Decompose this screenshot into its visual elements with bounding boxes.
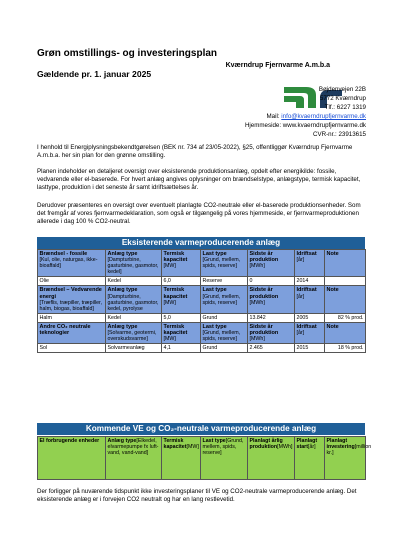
table-cell: 0 (248, 277, 295, 286)
header-cell (325, 322, 366, 343)
header-subtitle: [MWh] (249, 263, 265, 270)
header-cell (248, 250, 295, 277)
header-title: Last type (202, 251, 227, 257)
overview-paragraph: Derudover præsenteres en oversigt over eventuelt planlagte CO2-neutrale eller el-baserede produktionsenheder. Som det fremgår af vores fjernvarmedeklaration, som også er tilgængelig på vores hjemmeside, er fjernvarmeproduktionen allerede i dag 100 % CO2-neutral. (37, 202, 361, 226)
table-cell: Grund (201, 313, 248, 322)
header-cell (162, 286, 201, 313)
header-cell (201, 286, 248, 313)
header-title: Sidste år produktion (249, 287, 279, 300)
header-title: Anlæg type (107, 287, 138, 294)
table-cell: Sol (38, 344, 106, 353)
header-cell (248, 322, 295, 343)
header-cell (295, 322, 325, 343)
header-subtitle: [Grund, mellem, spids, reserve] (202, 330, 241, 343)
upcoming-plants-banner: Kommende VE og CO₂-neutrale varmeproducerende anlæg (37, 423, 365, 435)
header-cell (38, 322, 106, 343)
header-title: Planlagt start (296, 438, 318, 451)
intro-paragraph: I henhold til Energiplysningsbekendtgørelsen (BEK nr. 734 af 23/05-2022), §25, offentliggør Kværndrup Fjernvarme A.m.b.a. her sin plan for den grønne omstilling. (37, 144, 353, 160)
header-title: Termisk kapacitet (163, 438, 187, 451)
header-subtitle: [MWh] (277, 444, 293, 451)
header-title: Anlæg type (107, 251, 138, 257)
header-subtitle: [MW] (186, 444, 199, 451)
header-row (38, 250, 366, 277)
header-cell (248, 437, 295, 480)
existing-plants-table (37, 249, 366, 353)
header-cell (325, 437, 372, 480)
header-title: Sidste år produktion (249, 251, 279, 264)
header-cell (325, 250, 366, 277)
table-cell: Kedel (106, 277, 162, 286)
upcoming-plants-table (37, 436, 372, 480)
header-cell (162, 250, 201, 277)
header-subtitle: [Solvarme, geotermi, overskudsvarme] (107, 330, 157, 343)
header-cell (201, 437, 248, 480)
table-cell: Kedel (106, 313, 162, 322)
table-cell: 6,0 (162, 277, 201, 286)
header-subtitle: [år] (296, 293, 305, 300)
header-subtitle: [Grund, mellem, spids, reserve] (202, 438, 244, 457)
header-row (38, 286, 366, 313)
table-cell: 2015 (295, 344, 325, 353)
header-title: Idriftsat (296, 287, 317, 294)
header-title: Last type (202, 438, 226, 444)
table-row (38, 277, 366, 286)
header-title: Anlæg type (107, 323, 138, 330)
header-title: Brændsel – Vedvarende energi (39, 287, 102, 300)
header-subtitle: [Elkedel, elvarmepumpe fx luft-vand, vand-vand] (107, 438, 159, 457)
header-title: Idriftsat (296, 251, 317, 257)
header-subtitle: [Kul, olie, naturgas, ikke-bioaffald] (39, 257, 98, 270)
plan-paragraph: Planen indeholder en detaljeret oversigt over eksisterende produktionsanlæg, opdelt efter energikilde: fossile, vedvarende eller el-baserede. For hvert anlæg angives oplysninger om brændselstype, anlægstype, termisk kapacitet, lasttype, produktion i det seneste år samt idriftsættelses år. (37, 168, 361, 192)
header-cell (106, 250, 162, 277)
header-title: Andre CO₂ neutrale teknologier (39, 323, 91, 337)
header-cell (106, 286, 162, 313)
header-title: Note (326, 287, 339, 294)
header-title: Last type (202, 287, 227, 294)
header-cell (106, 437, 162, 480)
company-cvr: CVR-nr.: 23913615 (313, 131, 366, 138)
table-cell: Halm (38, 313, 106, 322)
header-title: Termisk kapacitet (163, 323, 188, 337)
header-subtitle: [år] (296, 257, 305, 264)
header-cell (201, 322, 248, 343)
header-cell (162, 437, 201, 480)
header-subtitle: [million kr.] (326, 444, 372, 457)
page-subtitle: Gældende pr. 1. januar 2025 (37, 69, 152, 79)
header-cell (201, 250, 248, 277)
upcoming-header-row (38, 437, 366, 480)
header-subtitle: [MW] (163, 263, 176, 270)
header-cell (295, 250, 325, 277)
mail-label: Mail: (266, 113, 282, 120)
company-city: 5772 Kværndrup (319, 95, 366, 102)
header-title: Termisk kapacitet (163, 287, 188, 300)
header-cell (248, 286, 295, 313)
table-cell: 13.842 (248, 313, 295, 322)
table-cell (325, 277, 366, 286)
header-subtitle: [MWh] (249, 299, 265, 306)
table-cell: 2005 (295, 313, 325, 322)
table-cell: 2.465 (248, 344, 295, 353)
header-cell (38, 437, 106, 480)
header-title: Termisk kapacitet (163, 251, 188, 264)
header-title: Idriftsat (296, 323, 317, 330)
table-cell: 82 % prod. (325, 313, 366, 322)
company-website: Hjemmeside: www.kvaerndrupfjernvarme.dk (244, 122, 366, 129)
header-subtitle: [MW] (163, 299, 176, 306)
header-row (38, 322, 366, 343)
header-subtitle: [Grund, mellem, spids, reserve] (202, 293, 241, 306)
header-cell (38, 250, 106, 277)
table-row (38, 313, 366, 322)
header-title: Sidste år produktion (249, 323, 279, 337)
header-subtitle: [Dampturbine, gasturbine, gasmotor, kedel] (107, 257, 159, 276)
header-title: El forbrugende enheder (39, 438, 100, 444)
header-title: Note (326, 251, 339, 257)
header-cell (295, 286, 325, 313)
header-subtitle: [MW] (163, 336, 176, 343)
header-subtitle: [år] (307, 444, 316, 451)
table-cell: 2014 (295, 277, 325, 286)
company-mail (267, 113, 367, 120)
company-name: Kværndrup Fjernvarme A.m.b.a (225, 62, 330, 69)
header-cell (295, 437, 325, 480)
company-phone: Tlf.: 6227 1319 (324, 104, 366, 111)
header-subtitle: [Træflis, træpiller, træpiller, halm, biogas, bioaffald] (39, 299, 102, 312)
header-title: Last type (202, 323, 227, 330)
table-cell: 4,1 (162, 344, 201, 353)
table-cell: Solvarmeanlæg (106, 344, 162, 353)
header-cell (162, 322, 201, 343)
header-title: Planlagt investering (326, 438, 355, 451)
header-cell (38, 286, 106, 313)
header-title: Note (326, 323, 339, 330)
table-cell: 18 % prod. (325, 344, 366, 353)
header-subtitle: [år] (296, 330, 305, 337)
header-title: Planlagt årlig produktion (249, 438, 283, 451)
header-cell (106, 322, 162, 343)
existing-plants-banner: Eksisterende varmeproducerende anlæg (37, 237, 365, 249)
header-title: Anlæg type (107, 438, 137, 444)
header-subtitle: [Dampturbine, gasturbine, gasmotor, kedel, pyrolyse (107, 293, 159, 312)
company-street: Bøjdenvejen 22B (318, 86, 366, 93)
header-subtitle: [MWh] (249, 336, 265, 343)
header-title: Brændsel - fossile (39, 251, 88, 257)
header-subtitle: [Grund, mellem, spids, reserve] (202, 257, 241, 270)
table-cell: Reserve (201, 277, 248, 286)
mail-link[interactable]: info@kvaerndrupfjernvarme.dk (281, 113, 366, 120)
table-row (38, 344, 366, 353)
page-title: Grøn omstillings- og investeringsplan (37, 48, 218, 59)
table-cell: Grund (201, 344, 248, 353)
header-cell (325, 286, 366, 313)
table-cell: 5,0 (162, 313, 201, 322)
closing-paragraph: Der forligger på nuværende tidspunkt ikke investeringsplaner til VE og CO2-neutrale varmeproducerende anlæg. Det eksisterende anlæg er i forvejen CO2 neutralt og har en lang restlevetid. (37, 488, 357, 504)
table-cell: Olie (38, 277, 106, 286)
